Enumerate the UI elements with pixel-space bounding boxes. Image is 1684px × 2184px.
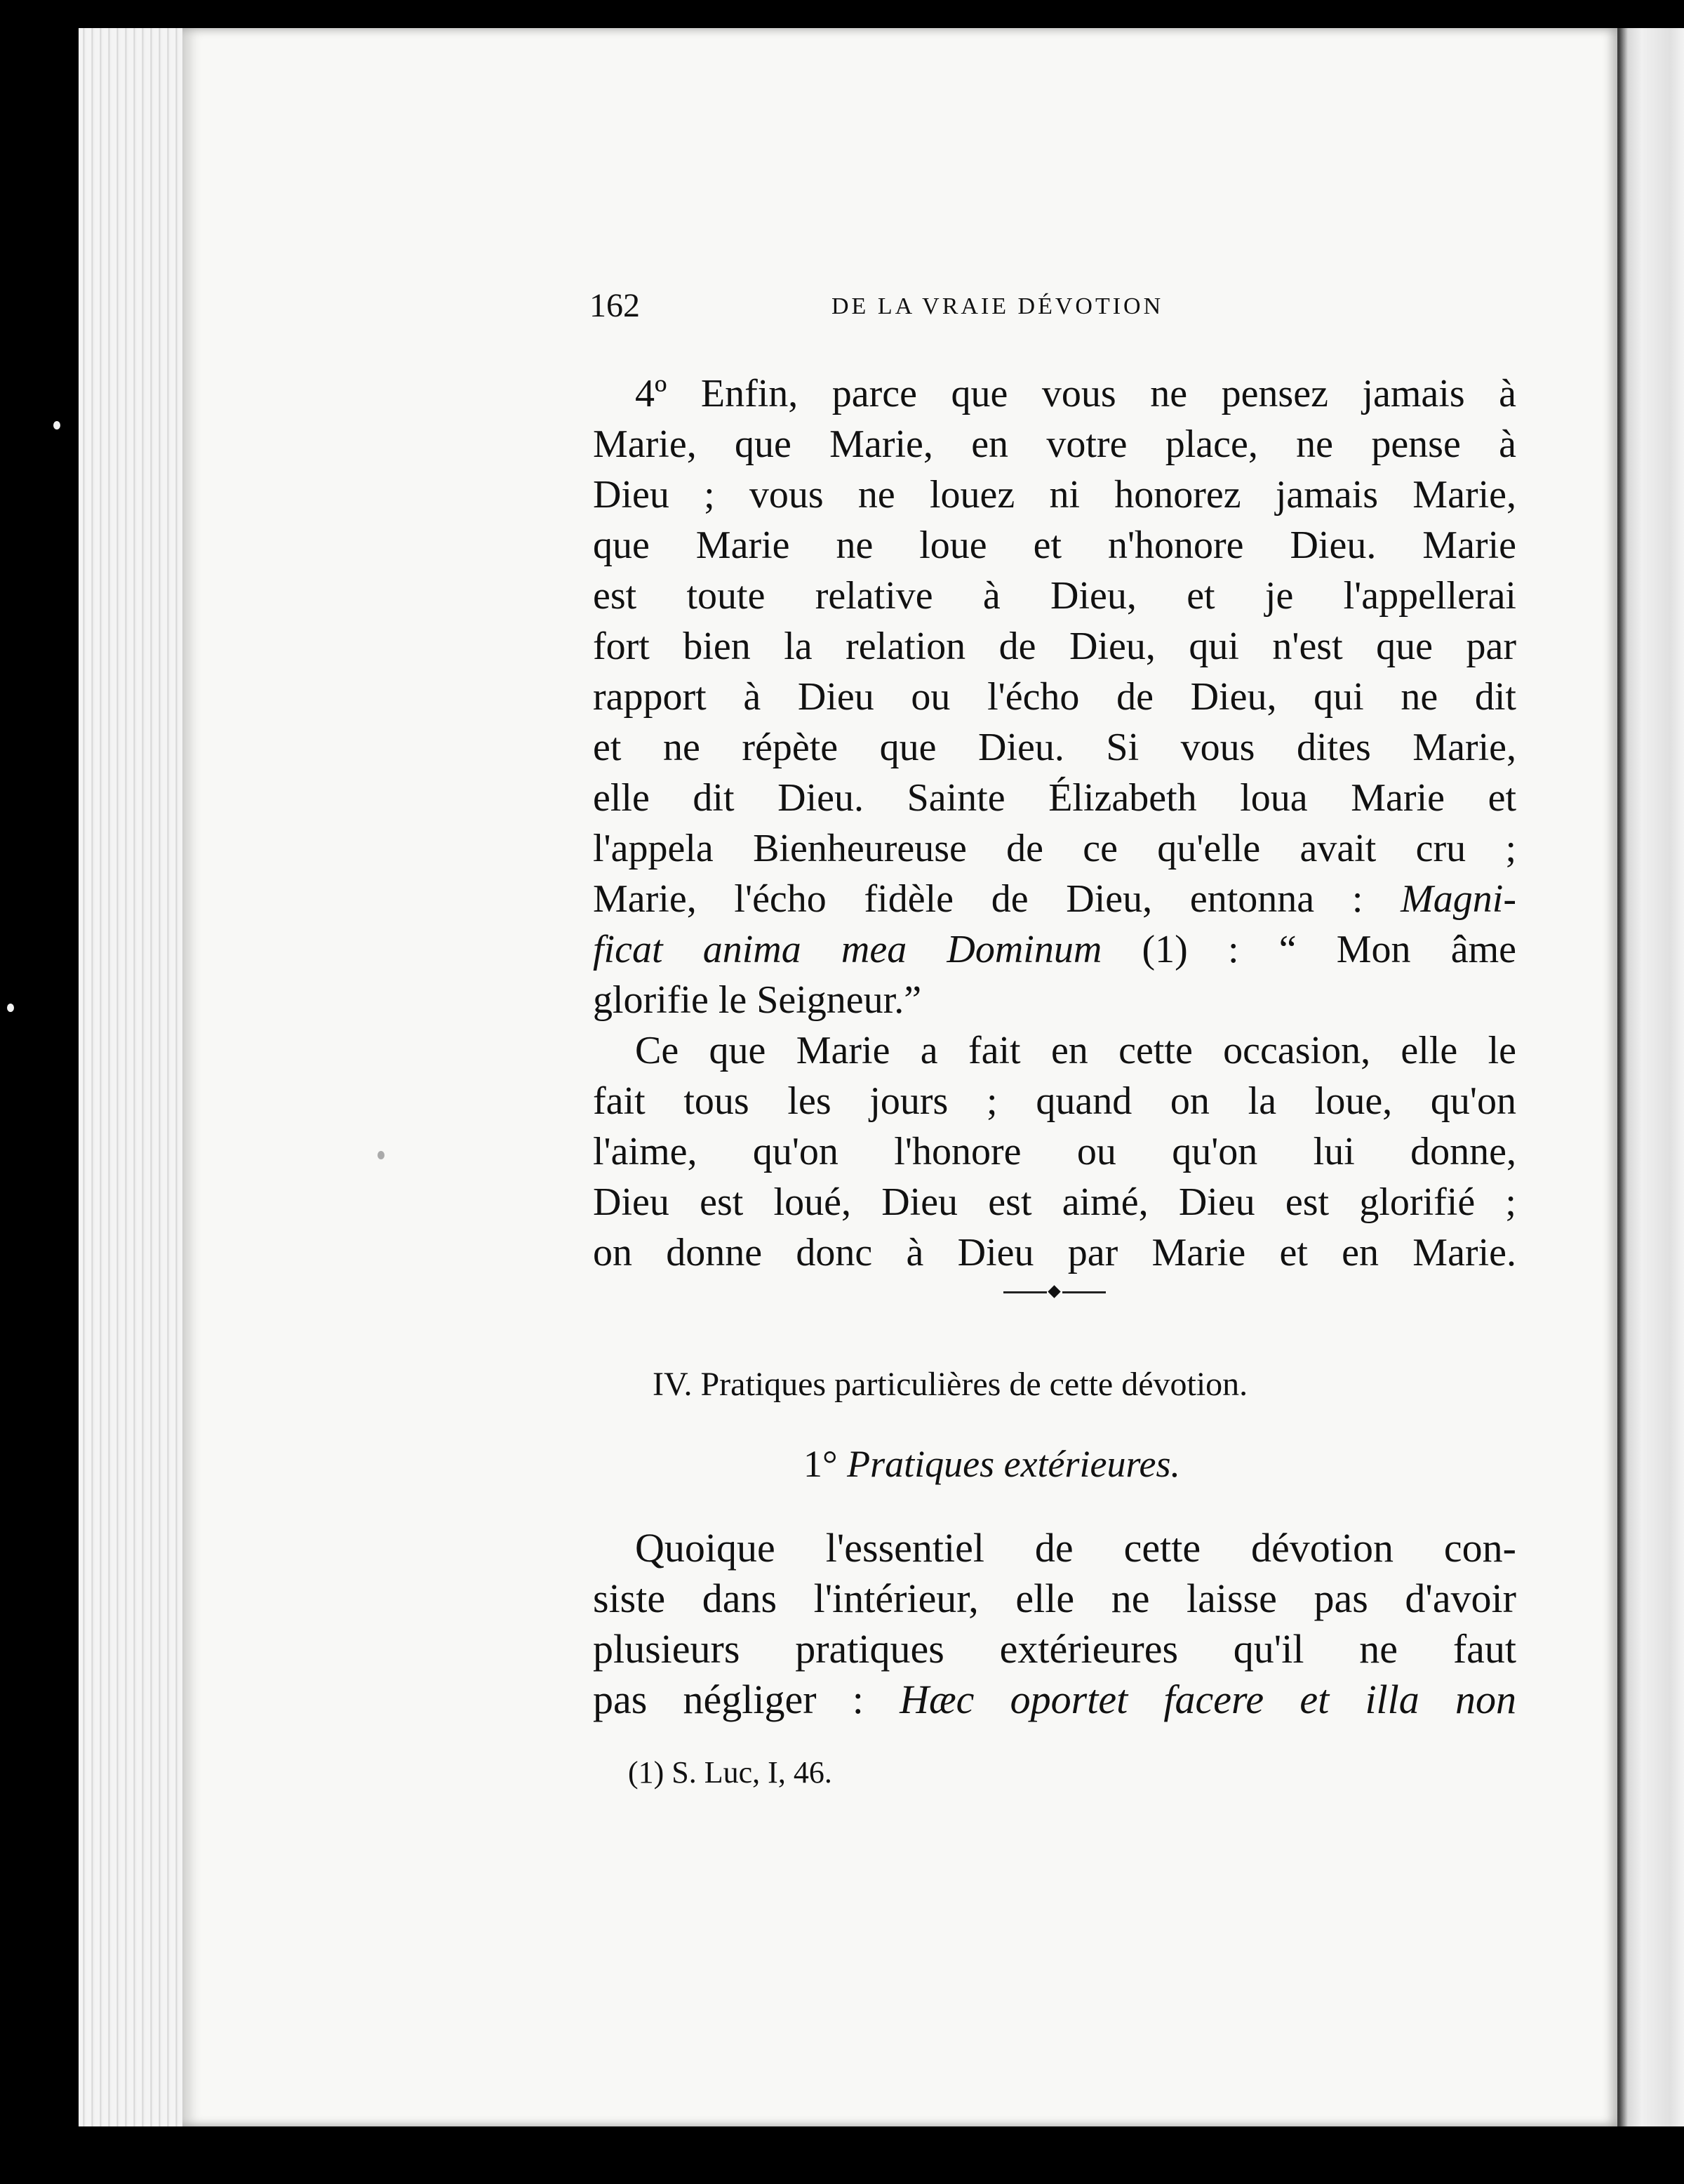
text-line: Dieu ; vous ne louez ni honorez jamais Marie, <box>593 473 1516 517</box>
latin-text: Magni- <box>1401 877 1517 921</box>
page-number: 162 <box>589 287 640 324</box>
running-title: DE LA VRAIE DÉVOTION <box>831 293 1164 319</box>
text-line: siste dans l'intérieur, elle ne laisse pas d'avoir <box>593 1576 1516 1621</box>
text-line: Quoique l'essentiel de cette dévotion con- <box>635 1525 1516 1571</box>
dust-speck <box>377 1151 385 1159</box>
text-fragment: pas négliger : <box>593 1677 864 1722</box>
text-line <box>593 1674 1516 1725</box>
text-line: Ce que Marie a fait en cette occasion, elle le <box>635 1029 1516 1072</box>
text-line: 4º Enfin, parce que vous ne pensez jamais à <box>635 372 1516 415</box>
footnote: (1) S. Luc, I, 46. <box>628 1755 832 1790</box>
text-line: rapport à Dieu ou l'écho de Dieu, qui ne dit <box>593 675 1516 719</box>
footnote-reference: (1) <box>1142 928 1188 971</box>
subsection-title <box>803 1442 1309 1498</box>
text-line <box>593 874 1516 924</box>
text-line: glorifie le Seigneur.” <box>593 978 922 1022</box>
page-header <box>589 286 1242 328</box>
section-divider-ornament <box>1003 1286 1109 1300</box>
text-line: fait tous les jours ; quand on la loue, qu'on <box>593 1079 1516 1123</box>
latin-text: Hæc oportet facere et illa non <box>900 1677 1516 1722</box>
book-spine <box>1614 28 1684 2126</box>
text-line: plusieurs pratiques extérieures qu'il ne faut <box>593 1626 1516 1672</box>
text-line: fort bien la relation de Dieu, qui n'est que par <box>593 625 1516 668</box>
text-line: elle dit Dieu. Sainte Élizabeth loua Marie et <box>593 776 1516 820</box>
latin-text: ficat anima mea Dominum <box>593 928 1102 971</box>
subsection-label: Pratiques extérieures. <box>847 1443 1180 1485</box>
text-line: l'aime, qu'on l'honore ou qu'on lui donne, <box>593 1130 1516 1173</box>
dust-speck <box>53 421 60 430</box>
text-line: Dieu est loué, Dieu est aimé, Dieu est glorifié ; <box>593 1180 1516 1224</box>
subsection-number: 1° <box>803 1443 838 1485</box>
text-line: l'appela Bienheureuse de ce qu'elle avait cru ; <box>593 827 1516 870</box>
text-line: et ne répète que Dieu. Si vous dites Marie, <box>593 726 1516 769</box>
text-line: est toute relative à Dieu, et je l'appellerai <box>593 574 1516 618</box>
text-line: on donne donc à Dieu par Marie et en Marie. <box>593 1231 1516 1274</box>
text-fragment: : “ Mon âme <box>1227 928 1516 971</box>
text-line: Marie, que Marie, en votre place, ne pense à <box>593 422 1516 466</box>
dust-speck <box>7 1004 14 1012</box>
text-fragment: Marie, l'écho fidèle de Dieu, entonna : <box>593 877 1363 921</box>
text-line <box>593 924 1516 975</box>
section-title: IV. Pratiques particulières de cette dévotion. <box>653 1366 1248 1403</box>
text-line: que Marie ne loue et n'honore Dieu. Marie <box>593 524 1516 567</box>
